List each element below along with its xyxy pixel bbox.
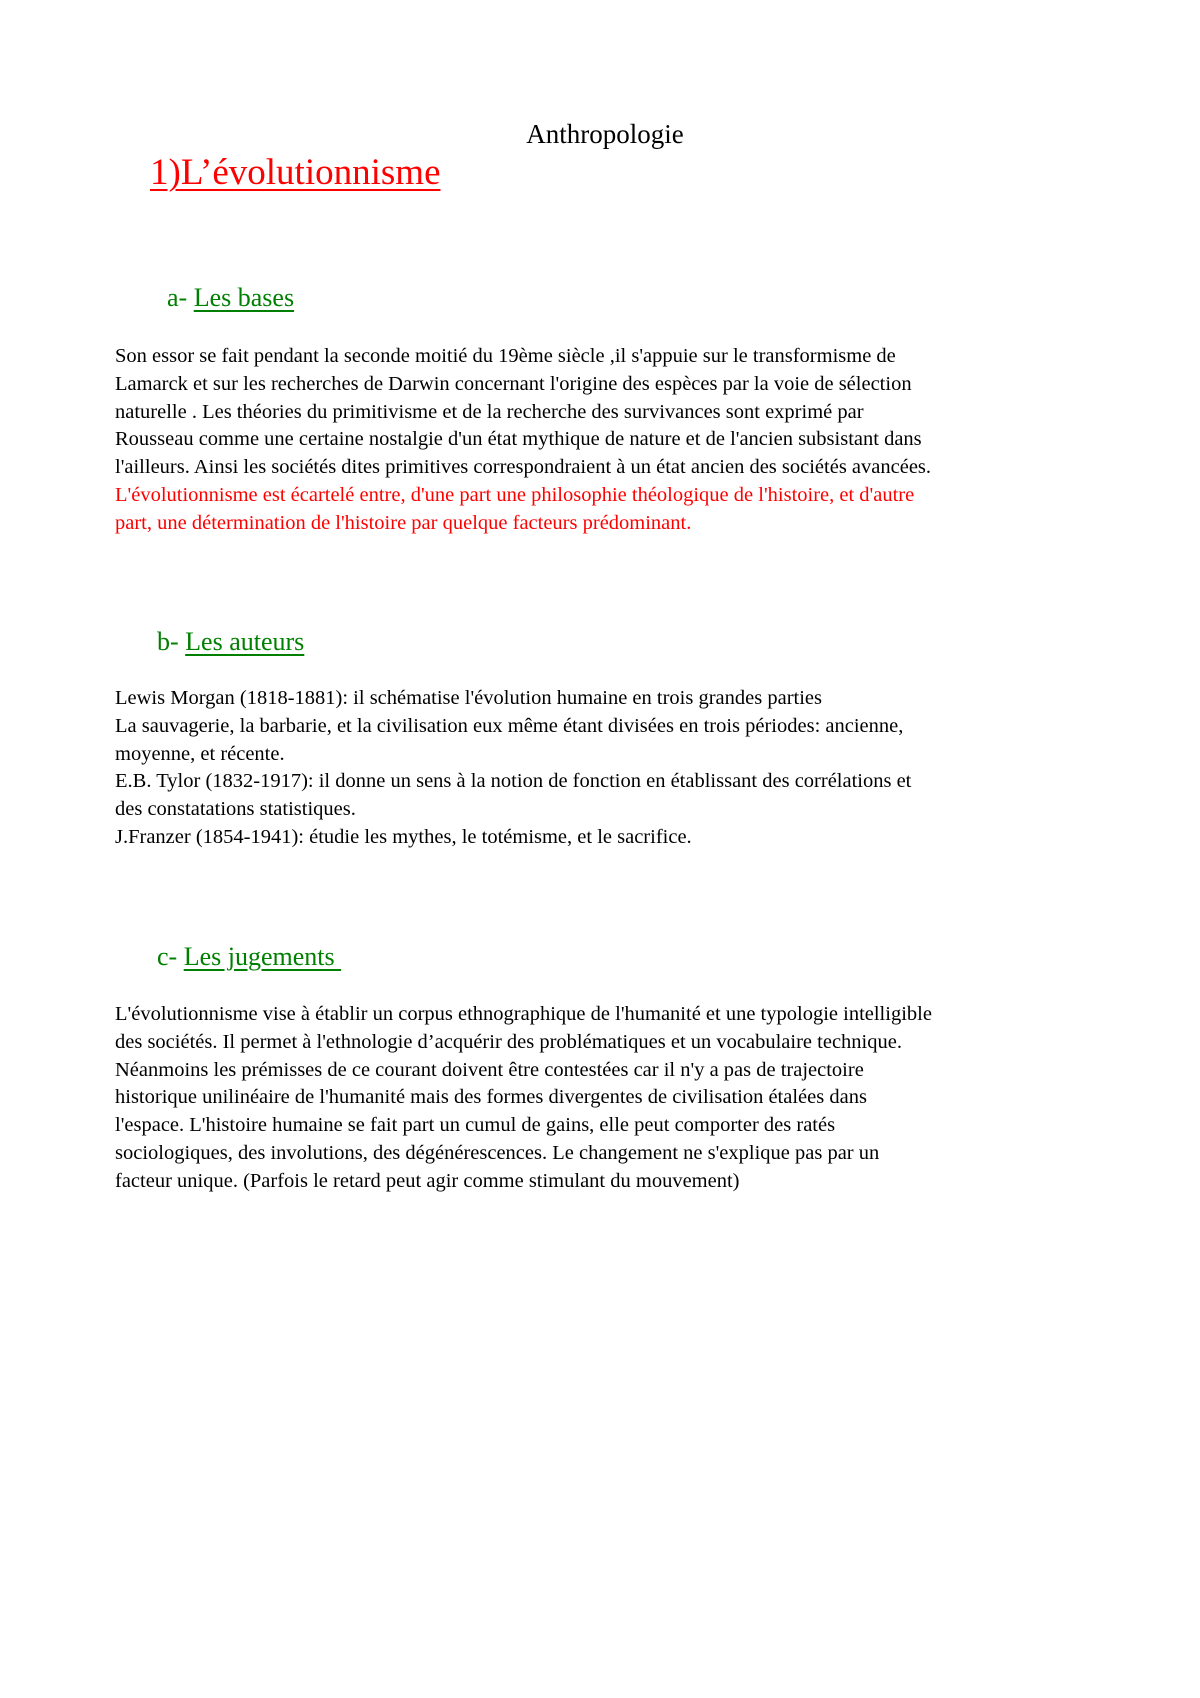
text-line: Lewis Morgan (1818-1881): il schématise l'évolution humaine en trois grandes parties <box>115 687 822 709</box>
text-line: des sociétés. Il permet à l'ethnologie d’acquérir des problématiques et un vocabulaire technique. <box>115 1030 902 1053</box>
main-heading: 1)L’évolutionnisme <box>150 152 441 193</box>
text-line: E.B. Tylor (1832-1917): il donne un sens à la notion de fonction en établissant des corrélations et <box>115 770 912 793</box>
text-line: L'évolutionnisme vise à établir un corpus ethnographique de l'humanité et une typologie intelligible <box>115 1003 932 1025</box>
text-line: La sauvagerie, la barbarie, et la civilisation eux même étant divisées en trois périodes: ancienne, <box>115 714 904 737</box>
text-line: sociologiques, des involutions, des dégénérescences. Le changement ne s'explique pas par un <box>115 1141 880 1164</box>
section-prefix: c- <box>157 942 184 971</box>
text-line: Lamarck et sur les recherches de Darwin concernant l'origine des espèces par la voie de sélection <box>115 372 912 395</box>
section-heading-auteurs <box>157 626 304 658</box>
section-body-auteurs <box>115 685 1125 852</box>
text-line: l'espace. L'histoire humaine se fait part un cumul de gains, elle peut comporter des ratés <box>115 1114 836 1137</box>
section-prefix: a- <box>167 283 194 312</box>
highlight-text-line: L'évolutionnisme est écartelé entre, d'une part une philosophie théologique de l'histoire, et d'autre <box>115 483 915 506</box>
text-line: l'ailleurs. Ainsi les sociétés dites primitives correspondraient à un état ancien des sociétés avancées. <box>115 456 932 479</box>
text-line: Néanmoins les prémisses de ce courant doivent être contestées car il n'y a pas de trajectoire <box>115 1058 864 1081</box>
text-line: naturelle . Les théories du primitivisme et de la recherche des survivances sont exprimé par <box>115 400 864 423</box>
text-line: moyenne, et récente. <box>115 742 285 765</box>
text-line: facteur unique. (Parfois le retard peut agir comme stimulant du mouvement) <box>115 1169 740 1192</box>
section-title: Les auteurs <box>185 627 305 656</box>
text-line: des constatations statistiques. <box>115 798 356 821</box>
section-heading-bases <box>167 282 294 314</box>
section-body-jugements <box>115 1001 1125 1196</box>
text-line: J.Franzer (1854-1941): étudie les mythes, le totémisme, et le sacrifice. <box>115 825 692 848</box>
text-line: Rousseau comme une certaine nostalgie d'un état mythique de nature et de l'ancien subsistant dans <box>115 428 922 451</box>
section-prefix: b- <box>157 627 186 656</box>
section-title: Les bases <box>193 283 295 312</box>
section-heading-jugements <box>157 941 341 973</box>
section-body-bases <box>115 343 1125 538</box>
highlight-text-line: part, une détermination de l'histoire par quelque facteurs prédominant. <box>115 511 692 534</box>
document-title: Anthropologie <box>526 119 684 149</box>
text-line: historique unilinéaire de l'humanité mais des formes divergentes de civilisation étalées dans <box>115 1086 867 1109</box>
section-title: Les jugements <box>183 942 342 971</box>
text-line: Son essor se fait pendant la seconde moitié du 19ème siècle ,il s'appuie sur le transformisme de <box>115 345 896 367</box>
